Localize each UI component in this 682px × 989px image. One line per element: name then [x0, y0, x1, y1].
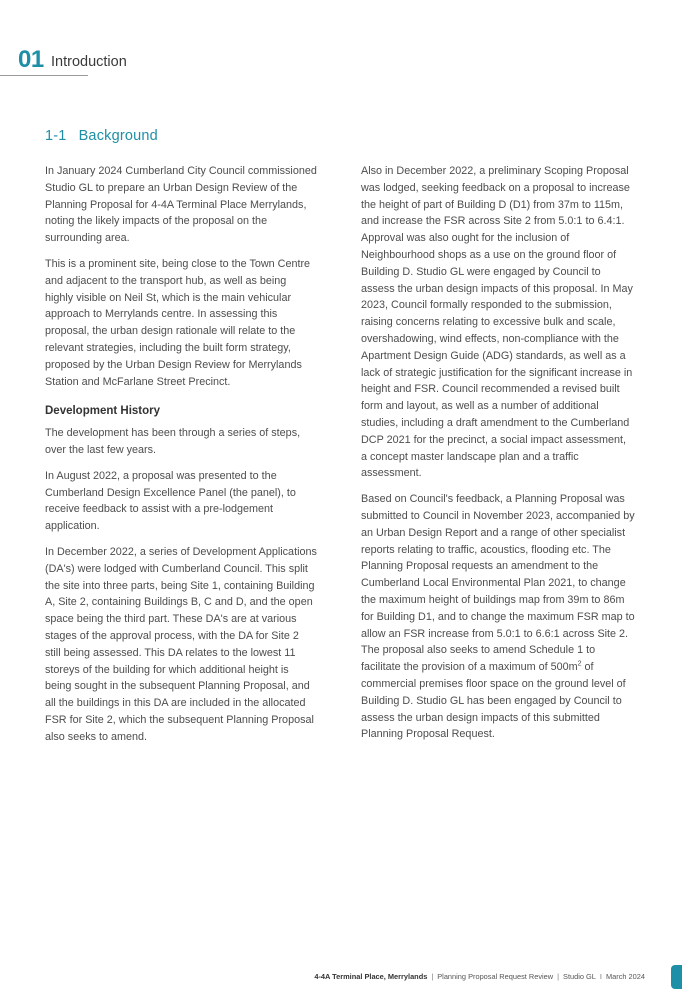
- planning-proposal-text-b: of commercial premises floor space on the ground level of Building D. Studio GL has been engaged by Council to assess the urban design impacts of this submitted Planning Proposal Request.: [361, 661, 626, 741]
- section-heading: [45, 128, 158, 144]
- planning-proposal-paragraph: [361, 491, 635, 743]
- history-paragraph-1: The development has been through a series of steps, over the last few years.: [45, 427, 301, 456]
- right-column: [361, 163, 635, 752]
- footer-date: March 2024: [605, 972, 645, 981]
- history-paragraph-2: In August 2022, a proposal was presented to the Cumberland Design Excellence Panel (the panel), to receive feedback to assist with a pre-lodgement application.: [45, 469, 296, 533]
- square-superscript: 2: [577, 660, 582, 668]
- chapter-number: 01: [18, 46, 44, 73]
- planning-proposal-text-a: Based on Council's feedback, a Planning Proposal was submitted to Council in November 2023, accompanied by an Urban Design Report and a range of other specialist reports relating to traffic, acoustics, flooding etc. The Planning Proposal requests an amendment to the Cumberland Local Environmental Plan 2021, to change the maximum height of buildings map from 39m to 86m for Building D1, and to change the maximum FSR map to allow an FSR increase from 5.0:1 to 6.6:1 across Site 2. The proposal also seeks to amend Schedule 1 to facilitate the provision of a maximum of 500m: [361, 493, 635, 674]
- chapter-title: Introduction: [51, 54, 127, 70]
- footer-separator: |: [557, 972, 560, 981]
- scoping-proposal-paragraph: Also in December 2022, a preliminary Scoping Proposal was lodged, seeking feedback on a proposal to increase the height of part of Building D (D1) from 37m to 115m, and increase the FSR across Site 2 from 5.0:1 to 6.4:1. Approval was also ought for the inclusion of Neighbourhood shops as a use on the ground floor of Building D. Studio GL were engaged by Council to assess the urban design impacts of this proposal. In May 2023, Council formally responded to the submission, raising concerns relating to excessive bulk and scale, overshadowing, wind effects, non-compliance with the Apartment Design Guide (ADG) standards, as well as a lack of strategic justification for the significant increase in height and FSR. Council recommended a revised built form and layout, as well as a number of additional studies, including a draft amendment to the Cumberland DCP 2021 for the precinct, a social impact assessment, a concept master landscape plan and a traffic assessment.: [361, 165, 633, 480]
- intro-paragraph-2: This is a prominent site, being close to the Town Centre and adjacent to the transport hub, as well as being highly visible on Neil St, which is the main vehicular approach to Merrylands centre. In assessing this proposal, the urban design rationale will relate to the relevant strategies, including the built form strategy, proposed by the Urban Design Review for Merrylands Station and McFarlane Street Precinct.: [45, 257, 311, 388]
- footer-document: Planning Proposal Request Review: [437, 972, 554, 981]
- page-footer: [314, 972, 645, 981]
- chapter-divider: [0, 75, 88, 76]
- intro-paragraph-1: In January 2024 Cumberland City Council commissioned Studio GL to prepare an Urban Design Review of the Planning Proposal for 4-4A Terminal Place Merrylands, noting the likely impacts of the proposal on the surrounding area.: [45, 165, 317, 245]
- footer-author: Studio GL: [563, 972, 596, 981]
- page-edge-tab: [671, 965, 682, 989]
- section-number: 1-1: [45, 128, 67, 144]
- section-title: Background: [78, 128, 158, 144]
- development-history-heading: Development History: [45, 405, 161, 418]
- history-paragraph-3: In December 2022, a series of Development Applications (DA's) were lodged with Cumberland Council. This split the site into three parts, being Site 1, containing Building A, Site 2, containing Buildings B, C and D, and the open space being the third part. These DA's are at various stages of the approval process, with the DA for Site 2 still being assessed. This DA relates to the lowest 11 storeys of the building for which additional height is being sought in the subsequent Planning Proposal, and all the buildings in this DA are included in the allocated FSR for Site 2, which the subsequent Planning Proposal also seeks to amend.: [45, 545, 317, 743]
- footer-separator: I: [599, 972, 602, 981]
- footer-project: 4-4A Terminal Place, Merrylands: [314, 972, 428, 981]
- footer-separator: |: [431, 972, 434, 981]
- left-column: [45, 163, 317, 755]
